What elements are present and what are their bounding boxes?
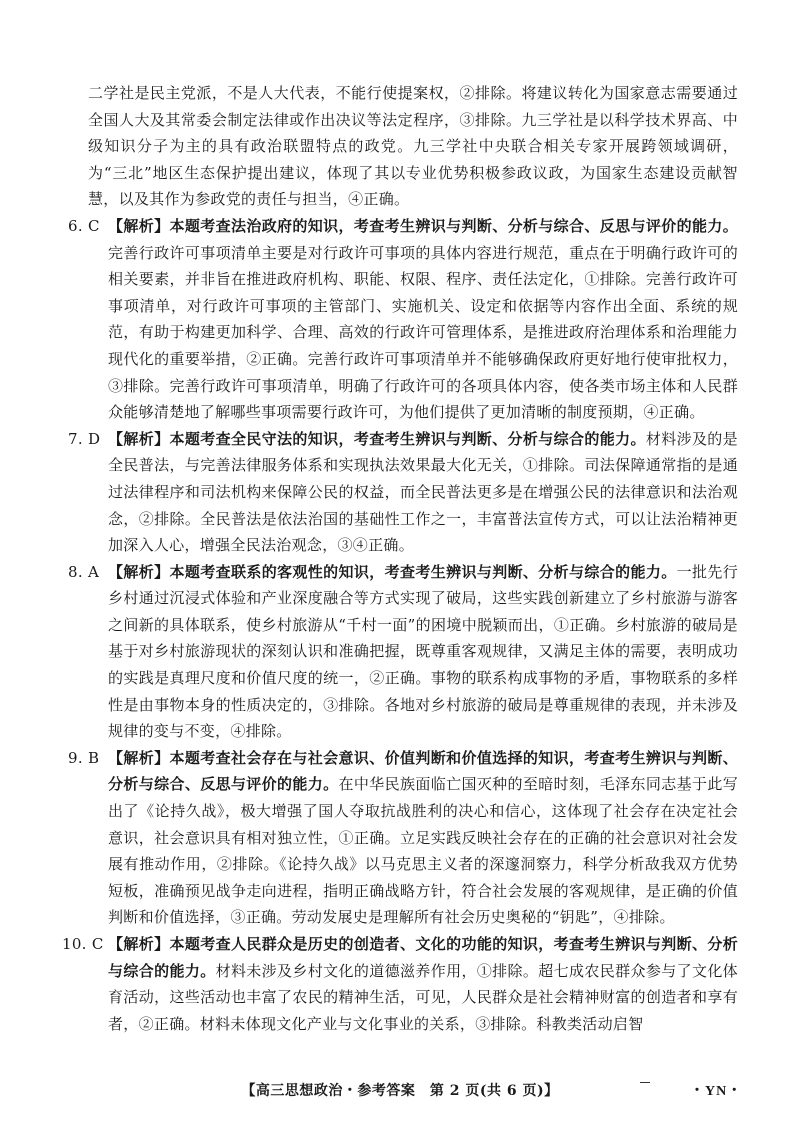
analysis-tag: 【解析】 [108,216,170,235]
topic-statement: 本题考查人民群众是历史的创造者、文化的功能的知识，考查考生辨识与判断、分析与综合的能力。 [108,935,739,980]
question-number: 9. B [68,748,100,767]
topic-statement: 本题考查社会存在与社会意识、价值判断和价值选择的知识，考查考生辨识与判断、分析与综合、反思与评价的能力。 [108,748,739,794]
explanation-text: 完善行政许可事项清单主要是对行政许可事项的具体内容进行规范，重点在于明确行政许可的相关要素，并非旨在推进政府机构、职能、权限、程序、责任法定化，①排除。完善行政许可事项清单，对行政许可事项的主管部门、实施机关、设定和依据等内容作出全面、系统的规范，有助于构建更加科学、合理、高效的行政许可管理体系，是推进政府治理体系和治理能力现代化的重要举措，②正确。完善行政许可事项清单并不能够确保政府更好地行使审批权力，③排除。完善行政许可事项清单，明确了行政许可的各项具体内容，使各类市场主体和人民群众能够清楚地了解哪些事项需要行政许可，为他们提供了更加清晰的制度预期，④正确。 [108,243,738,422]
topic-statement: 本题考查联系的客观性的知识，考查考生辨识与判断、分析与综合的能力。 [169,562,677,581]
answer-item-8 [68,559,739,745]
topic-statement: 本题考查法治政府的知识，考查考生辨识与判断、分析与综合、反思与评价的能力。 [169,216,739,235]
explanation-text: 材料未涉及乡村文化的道德滋养作用，①排除。超七成农民群众参与了文化体育活动，这些活动也丰富了农民的精神生活，可见，人民群众是社会精神财富的创造者和享有者，②正确。材料未体现文化产业与文化事业的关系，③排除。科教类活动启智 [108,961,738,1033]
footer-code: ・YN・ [690,1084,743,1099]
answer-content [62,80,739,1037]
answer-item-7 [68,426,738,559]
analysis-tag: 【解析】 [108,935,170,953]
page-footer [0,1080,800,1106]
footer-title: 【高三思想政治・参考答案 第 2 页(共 6 页)】 [241,1083,559,1099]
continuation-paragraph: 二学社是民主党派，不是人大代表，不能行使提案权，②排除。将建议转化为国家意志需要通过全国人大及其常委会制定法律或作出决议等法定程序，③排除。九三学社是以科学技术界高、中级知识分子为主的具有政治联盟特点的政党。九三学社中央联合相关专家开展跨领域调研，为“三北”地区生态保护提出建议，体现了其以专业优势积极参政议政，为国家生态建设贡献智慧，以及其作为参政党的责任与担当，④正确。 [88,84,738,209]
explanation-text: 材料涉及的是全民普法，与完善法律服务体系和实现执法效果最大化无关，①排除。司法保障通常指的是通过法律程序和司法机构来保障公民的权益，而全民普法更多是在增强公民的法律意识和法治观念，②排除。全民普法是依法治国的基础性工作之一，丰富普法宣传方式，可以让法治精神更加深入人心，增强全民法治观念，③④正确。 [108,429,738,555]
answer-item-6 [68,213,739,426]
answer-item-10 [62,931,739,1037]
analysis-tag: 【解析】 [108,748,170,767]
answer-item-9 [68,745,739,931]
analysis-tag: 【解析】 [108,562,170,581]
question-number: 8. A [68,562,100,581]
analysis-tag: 【解析】 [108,429,170,448]
footer-dash [640,1082,650,1083]
explanation-text: 在中华民族面临亡国灭种的至暗时刻，毛泽东同志基于此写出了《论持久战》，极大增强了国人夺取抗战胜利的决心和信心，这体现了社会存在决定社会意识，社会意识具有相对独立性，①正确。立足实践反映社会存在的正确的社会意识对社会发展有推动作用，②排除。《论持久战》以马克思主义者的深邃洞察力，科学分析敌我双方优势短板，准确预见战争走向进程，指明正确战略方针，符合社会发展的客观规律，是正确的价值判断和价值选择，③正确。劳动发展史是理解所有社会历史奥秘的“钥匙”，④排除。 [108,775,738,927]
topic-statement: 本题考查全民守法的知识，考查考生辨识与判断、分析与综合的能力。 [169,429,646,448]
explanation-text: 一批先行乡村通过沉浸式体验和产业深度融合等方式实现了破局，这些实践创新建立了乡村旅游与游客之间新的具体联系，使乡村旅游从“千村一面”的困境中脱颖而出，①正确。乡村旅游的破局是基于对乡村旅游现状的深刻认识和准确把握，既尊重客观规律，又满足主体的需要，表明成功的实践是真理尺度和价值尺度的统一，②正确。事物的联系构成事物的矛盾，事物联系的多样性是由事物本身的性质决定的，③排除。各地对乡村旅游的破局是尊重规律的表现，并未涉及规律的变与不变，④排除。 [108,562,739,741]
question-number: 10. C [62,935,104,953]
question-number: 6. C [68,216,100,235]
question-number: 7. D [68,429,101,448]
